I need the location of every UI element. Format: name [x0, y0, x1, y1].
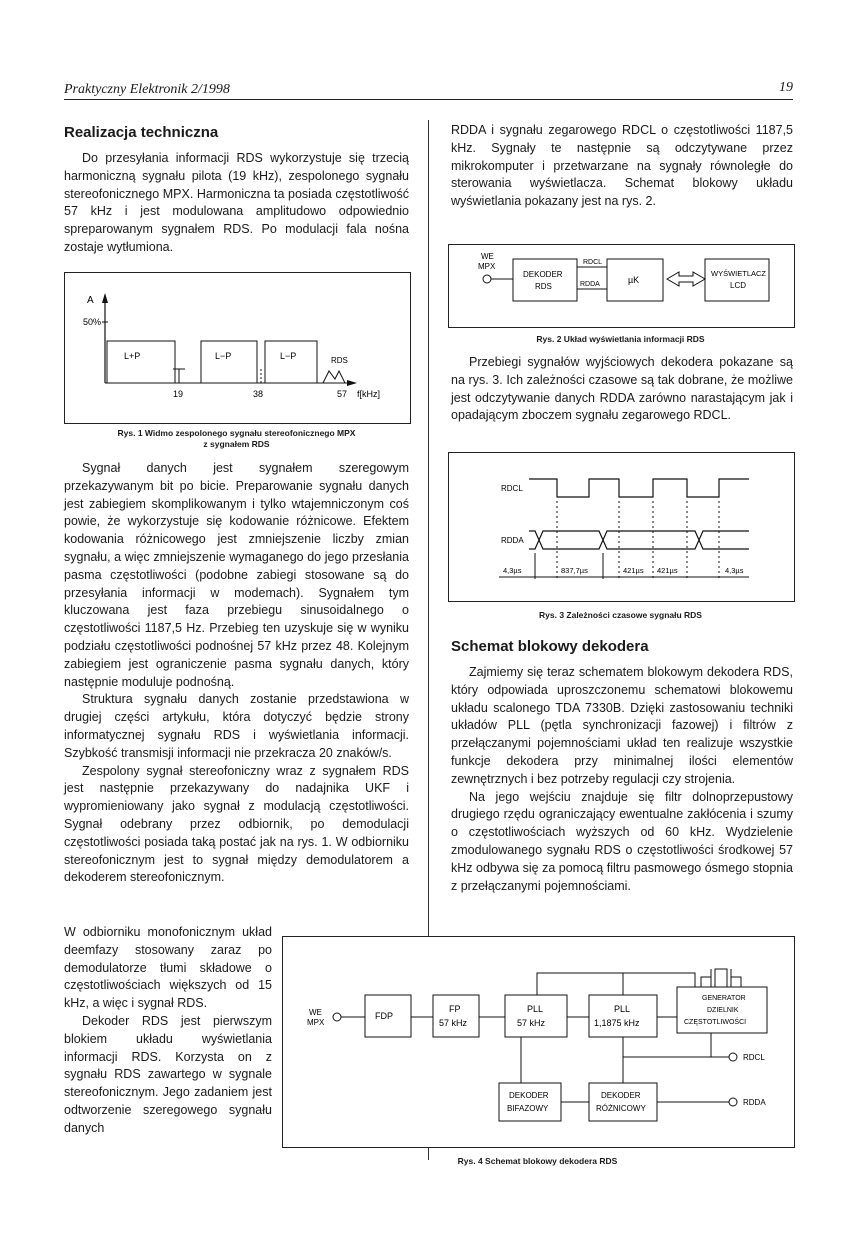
- journal-title: Praktyczny Elektronik 2/1998: [64, 82, 230, 97]
- fig4-we: WE: [309, 1008, 322, 1017]
- fig4-mpx: MPX: [307, 1018, 325, 1027]
- fig1-caption: [64, 428, 409, 450]
- fig3-t2: 837,7µs: [561, 566, 588, 575]
- fig1-unit: f[kHz]: [357, 389, 381, 399]
- fig2-input-terminal: [483, 275, 491, 283]
- fig2-bus-arrow: [667, 272, 705, 286]
- fig1-caption-line2: z sygnałem RDS: [203, 439, 270, 449]
- paragraph-structure: Struktura sygnału danych zostanie przedstawiona w drugiej części artykułu, która dotyczyć będzie strony informatycznej sygnału RDS i wyświetlania informacji. Szybkość transmisji informacji nie przekracza 20 znaków/s.: [64, 692, 409, 760]
- fig1-level: 50%: [83, 317, 102, 327]
- fig2-block-diagram: [449, 245, 794, 327]
- fig1-caption-line1: Rys. 1 Widmo zespolonego sygnału stereofonicznego MPX: [117, 428, 356, 438]
- fig4-block-diagram: [283, 937, 794, 1147]
- fig3-rdda-upper: [529, 531, 749, 549]
- fig3-caption: Rys. 3 Zależności czasowe sygnału RDS: [539, 610, 702, 620]
- paragraph-rdda: RDDA i sygnału zegarowego RDCL o częstotliwości 1187,5 kHz. Sygnały te następnie są odczytywane przez mikrokomputer i przetwarzane na sygnały równoległe do sterowania wyświetlacza. Schemat blokowy układu wyświetlania pokazany jest na rys. 2.: [451, 123, 793, 209]
- fig4-rdcl-terminal: [729, 1053, 737, 1061]
- fig2-we: WE: [481, 252, 494, 261]
- fig4-dek2-label: DEKODER: [601, 1091, 641, 1100]
- fig3-t5: 4,3µs: [725, 566, 744, 575]
- header-rule: [64, 99, 793, 100]
- fig2-decoder-block: [513, 259, 577, 301]
- fig4-crystal-lead-2: [731, 977, 741, 987]
- fig1-x-arrow: [347, 380, 357, 386]
- paragraph-mono: W odbiorniku monofonicznym układ deemfazy stosowany zaraz po demodulatorze tłumi składowe o częstotliwościach większych od 15 kHz, a więc i sygnał RDS.: [64, 925, 272, 1011]
- fig4-rdda-out: RDDA: [743, 1098, 766, 1107]
- fig4-rdcl-out: RDCL: [743, 1053, 765, 1062]
- fig4-crystal: [715, 969, 727, 987]
- fig4-dek1-label: DEKODER: [509, 1091, 549, 1100]
- fig4-dzielnik-label: DZIELNIK: [707, 1007, 739, 1014]
- left-body-2: [64, 924, 272, 1138]
- fig2-rdda-label: RDDA: [580, 281, 600, 288]
- fig2-rds-label: RDS: [535, 282, 552, 291]
- fig4-fdp-label: FDP: [375, 1011, 393, 1021]
- fig4-fp-label: FP: [449, 1004, 461, 1014]
- paragraph-decoder: Dekoder RDS jest pierwszym blokiem układu wyświetlania informacji RDS. Korzysta on z sygnału RDS zawartego w sygnale stereofonicznym. Jego zadaniem jest odtworzenie szeregowego sygnału danych: [64, 1013, 272, 1135]
- fig1-rds-shape: [323, 371, 345, 383]
- fig4-dek2-block: [589, 1083, 657, 1121]
- fig2-lcd-label1: WYŚWIETLACZ: [711, 269, 767, 278]
- fig2-lcd-block: [705, 259, 769, 301]
- fig4-dek1-sub: BIFAZOWY: [507, 1104, 549, 1113]
- fig1-spectrum: [65, 273, 410, 423]
- fig4-fp-freq: 57 kHz: [439, 1018, 468, 1028]
- paragraph-tda: Zajmiemy się teraz schematem blokowym dekodera RDS, który odpowiada uproszczonemu schematowi blokowemu układu scalonego TDA 7330B. Dzięki zastosowaniu techniki układów PLL (pętla synchronizacji fazowej) i filtrów z przełączanymi pojemnościami układ ten realizuje wszystkie funkcje dekodera przy minimalnej ilości elementów zewnętrznych i bez potrzeby regulacji czy strojenia.: [451, 665, 793, 786]
- fig1-band-lmp2-label: L−P: [280, 351, 297, 361]
- figure-1: [64, 272, 411, 424]
- intro-text: Do przesyłania informacji RDS wykorzystuje się trzecią harmoniczną sygnału pilota (19 kHz), zespolonego sygnału stereofonicznego MPX. Harmoniczna ta posiada częstotliwość 57 kHz i jest modulowana amplitudowo odpowiednio spreparowanym sygnałem RDS. Po modulacji fala nośna zostaje wytłumiona.: [64, 151, 409, 254]
- fig1-tick-19: 19: [173, 389, 184, 399]
- fig3-rdda-label: RDDA: [501, 536, 524, 545]
- section-heading: Realizacja techniczna: [64, 124, 219, 141]
- fig1-band-lmp1-label: L−P: [215, 351, 232, 361]
- paragraph-waveforms: Przebiegi sygnałów wyjściowych dekodera pokazane są na rys. 3. Ich zależności czasowe są tak dobrane, że możliwe jest odczytywanie danych RDDA zarówno narastającym jak i opadającym zboczem sygnału zegarowego RDCL.: [451, 355, 793, 423]
- paragraph-filter: Na jego wejściu znajduje się filtr dolnoprzepustowy drugiego rzędu ograniczający ewentualne zakłócenia i szumy o częstotliwościach wyższych od 60 kHz. Wydzielenie zmodulowanego sygnału RDS o częstotliwości środkowej 57 kHz odbywa się za pomocą filtru pasmowego ósmego stopnia z przełączanymi pojemnościami.: [451, 789, 793, 893]
- fig4-feedback-line: [537, 973, 695, 995]
- fig4-pll2-freq: 1,1875 kHz: [594, 1018, 640, 1028]
- fig4-dek1-block: [499, 1083, 561, 1121]
- fig1-band-lmp1: [201, 341, 257, 383]
- fig4-caption: Rys. 4 Schemat blokowy dekodera RDS: [457, 1156, 618, 1166]
- fig2-mpx: MPX: [478, 262, 496, 271]
- page-number: 19: [779, 80, 793, 95]
- fig2-lcd-label2: LCD: [730, 281, 747, 290]
- fig1-axis-a: A: [87, 295, 94, 306]
- paragraph-composite: Zespolony sygnał stereofoniczny wraz z sygnałem RDS jest następnie przekazywany do nadajnika UKF i wypromieniowany jako sygnał z modulacją częstotliwości. Sygnał odebrany przez odbiornik, po demodulacji częstotliwości posiada taką postać jak na rys. 1. W odbiorniku stereofonicznym jest to sygnał między demodulatorem a dekoderem stereofonicznym.: [64, 763, 409, 885]
- fig2-decoder-label: DEKODER: [523, 270, 563, 279]
- fig1-band-rds-label: RDS: [331, 356, 348, 365]
- right-body-top: [451, 122, 793, 211]
- fig3-rdcl-wave: [529, 479, 749, 497]
- figure-3: [448, 452, 795, 602]
- fig1-y-arrow: [102, 293, 108, 303]
- fig4-fp-block: [433, 995, 479, 1037]
- fig4-crystal-lead-1: [701, 977, 711, 987]
- fig2-uk-label: µK: [628, 275, 640, 285]
- right-body-bottom: [451, 664, 793, 895]
- fig3-rdda-lower: [529, 531, 749, 549]
- right-body-mid: [451, 354, 793, 425]
- figure-2: [448, 244, 795, 328]
- fig2-rdcl-label: RDCL: [583, 259, 603, 266]
- fig1-tick-38: 38: [253, 389, 264, 399]
- fig3-rdcl-label: RDCL: [501, 484, 523, 493]
- fig4-gen-label: GENERATOR: [702, 995, 746, 1002]
- left-body-1: [64, 460, 409, 887]
- fig4-czest-label: CZĘSTOTLIWOŚCI: [684, 1019, 747, 1026]
- fig1-band-lp-label: L+P: [124, 351, 141, 361]
- fig3-t4: 421µs: [657, 566, 678, 575]
- fig3-timing-diagram: [449, 453, 794, 601]
- fig4-pll1-freq: 57 kHz: [517, 1018, 546, 1028]
- paragraph-data-signal: Sygnał danych jest sygnałem szeregowym przekazywanym bit po bicie. Preparowanie sygnału danych jest zabiegiem skomplikowanym i tylko wtajemniczonym coś powie, że wykorzystuje się kodowanie różnicowe. Efektem kodowania różnicowego jest zmniejszenie liczby zmian sygnału, a więc zmniejszenie wymaganego do jego przesłania pasma częstotliwości (podobne zabiegi stosowane są do przesyłania informacji w modemach). Sygnałem tym kluczowana jest faza przebiegu sinusoidalnego o częstotliwości 1187,5 Hz. Przebieg ten uzyskuje się w wyniku podziału częstotliwości podnośnej 57 kHz przez 48. Kolejnym zabiegiem jest ograniczenie pasma sygnału danych, który następnie moduluje podnośną.: [64, 461, 409, 689]
- fig3-t3: 421µs: [623, 566, 644, 575]
- fig1-tick-57: 57: [337, 389, 348, 399]
- fig4-pll2-block: [589, 995, 657, 1037]
- fig1-band-lp: [107, 341, 175, 383]
- fig4-pll1-block: [505, 995, 567, 1037]
- intro-paragraph: [64, 150, 409, 257]
- fig1-band-lmp2: [265, 341, 317, 383]
- fig2-caption: Rys. 2 Układ wyświetlania informacji RDS: [536, 334, 705, 344]
- fig4-pll2-label: PLL: [614, 1004, 631, 1014]
- fig4-input-terminal: [333, 1013, 341, 1021]
- section-heading-2: Schemat blokowy dekodera: [451, 638, 649, 655]
- fig4-rdda-terminal: [729, 1098, 737, 1106]
- figure-4: [282, 936, 795, 1148]
- fig3-t1: 4,3µs: [503, 566, 522, 575]
- fig4-pll1-label: PLL: [527, 1004, 544, 1014]
- fig4-dek2-sub: RÓŻNICOWY: [596, 1104, 646, 1113]
